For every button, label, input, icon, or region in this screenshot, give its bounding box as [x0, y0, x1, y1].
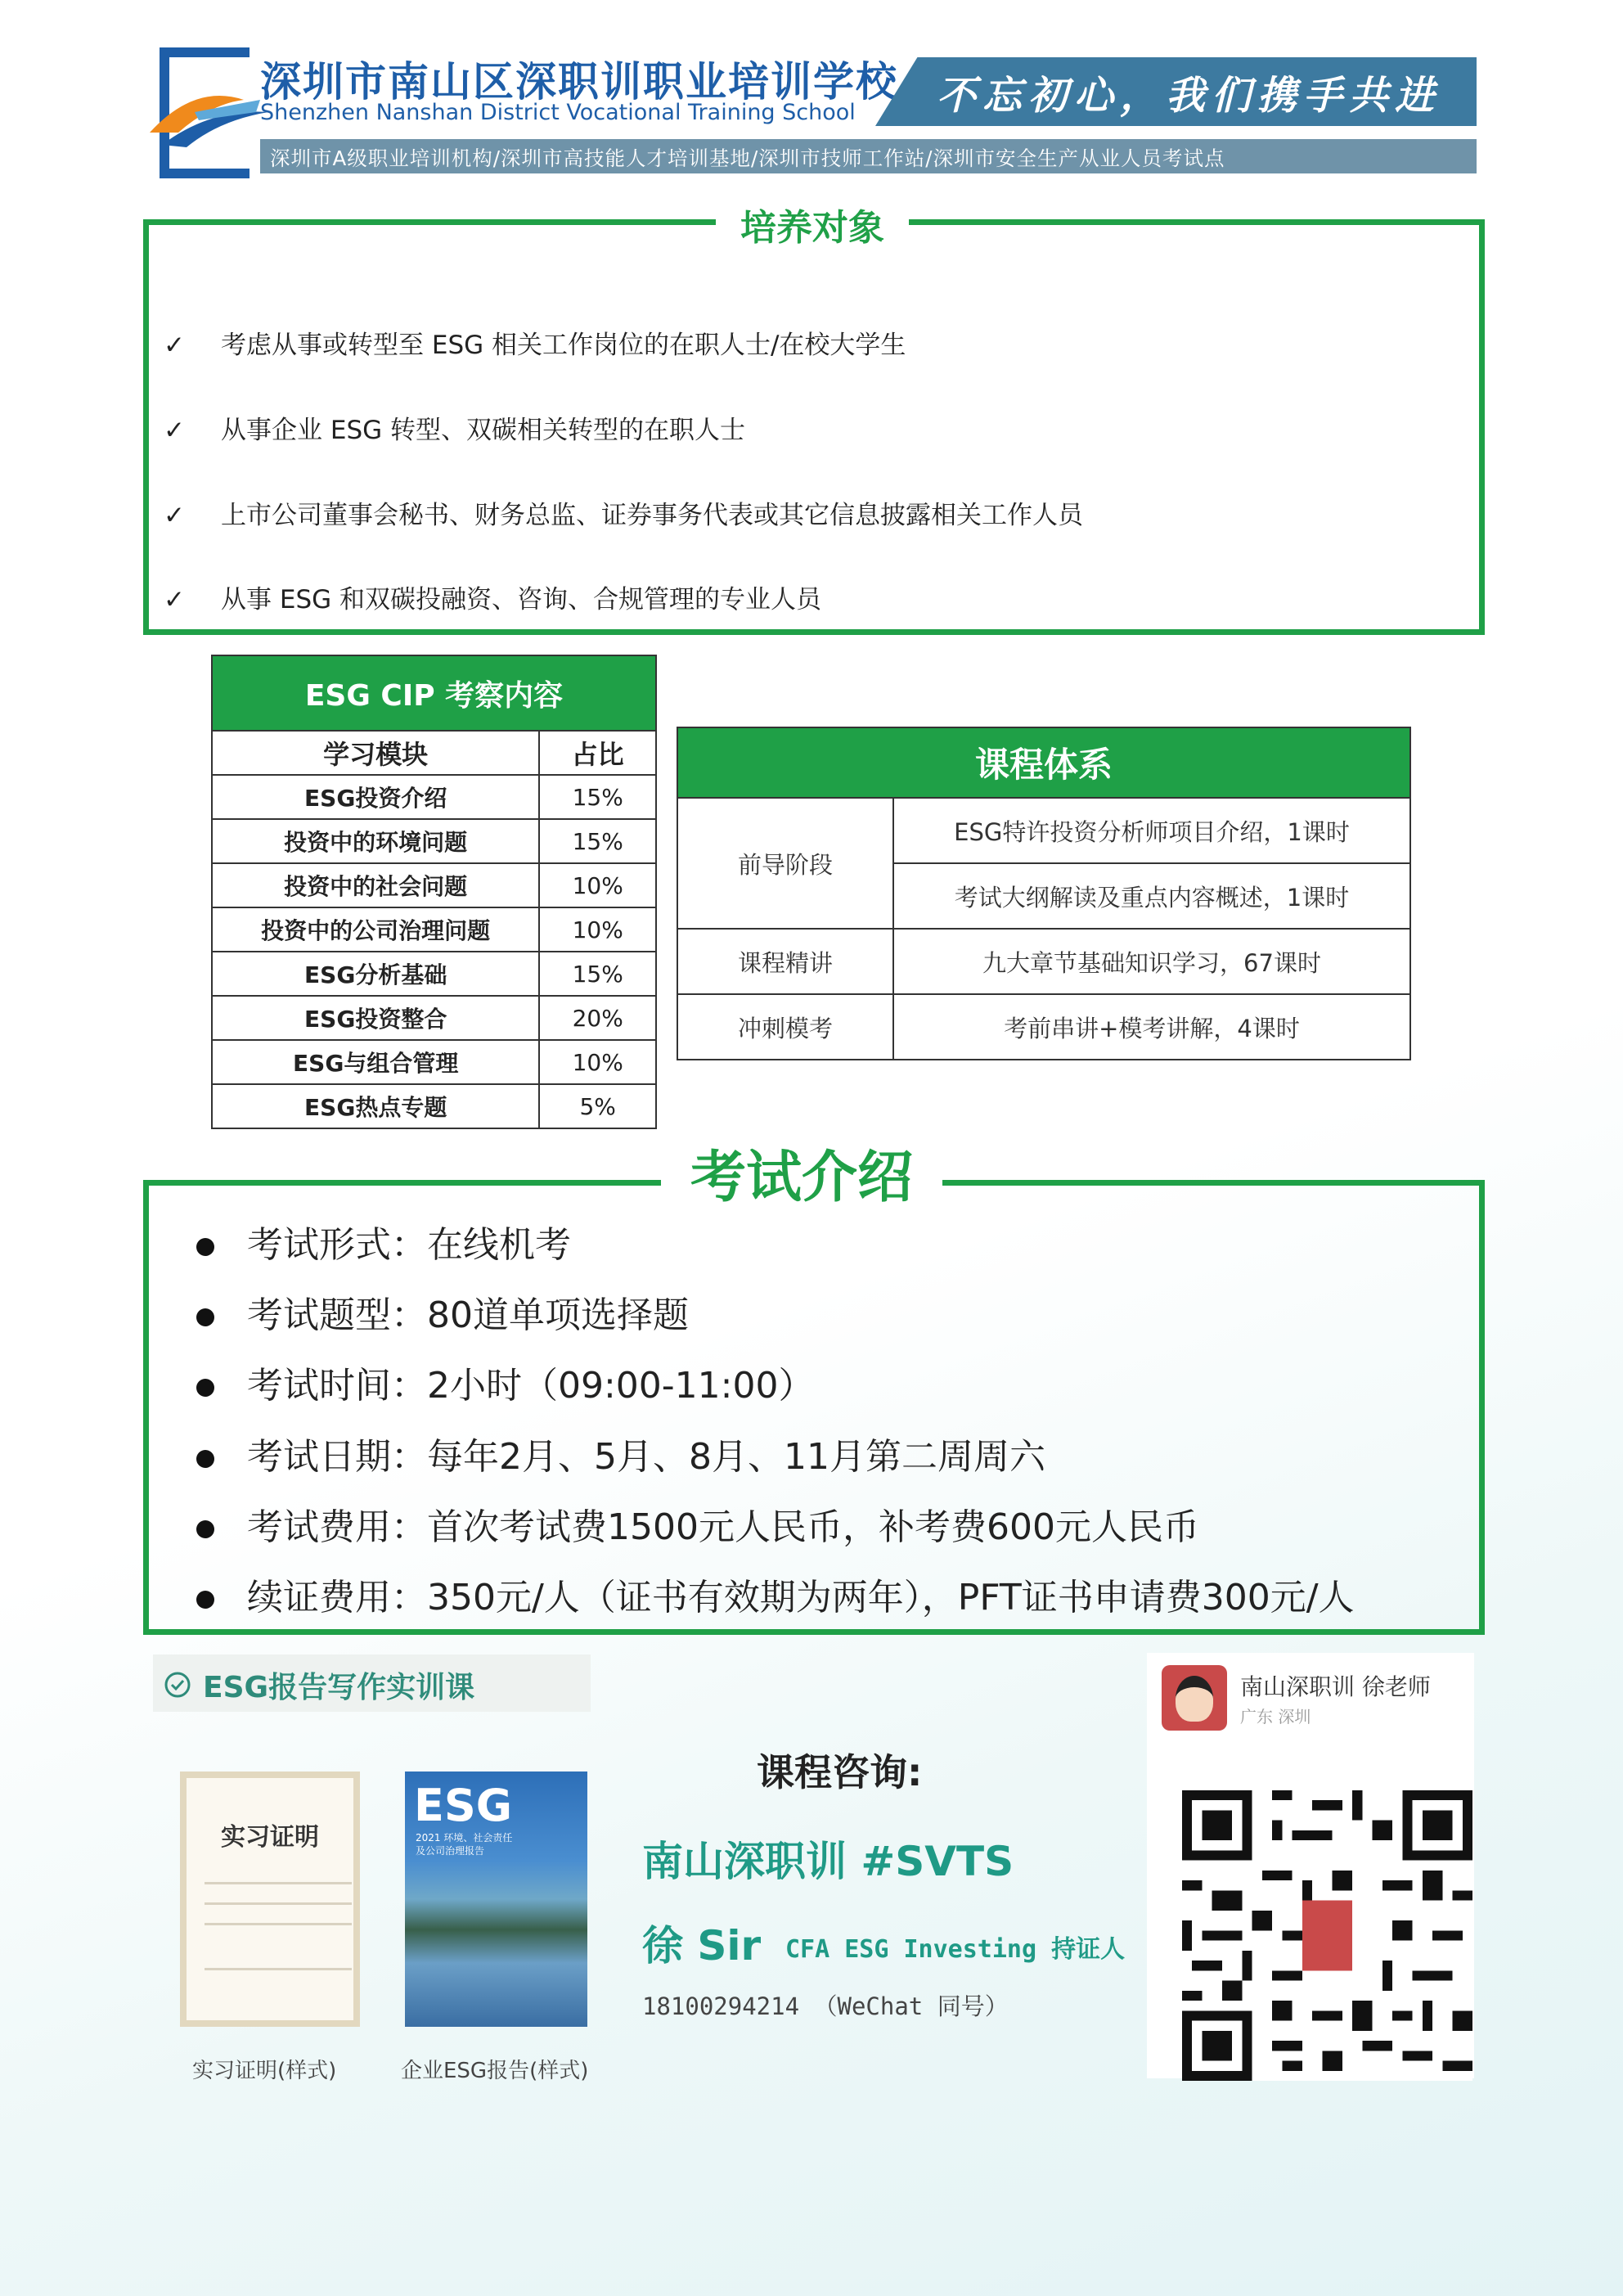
- contact-credential: CFA ESG Investing 持证人: [785, 1935, 1126, 1964]
- exam-intro-item: 考试费用：首次考试费1500元人民币，补考费600元人民币: [196, 1497, 1199, 1550]
- column-header-module: 学习模块: [212, 731, 539, 775]
- table-row: ESG投资整合 20%: [212, 996, 656, 1040]
- training-tag: ESG报告写作实训课: [203, 1671, 475, 1704]
- certificate-title: 实习证明: [221, 1823, 319, 1852]
- exam-intro-item: 续证费用：350元/人（证书有效期为两年），PFT证书申请费300元/人: [196, 1568, 1355, 1620]
- table-row: [677, 929, 1410, 994]
- check-icon: ✓: [164, 416, 185, 445]
- card-location: 广东 深圳: [1240, 1707, 1311, 1727]
- report-cover-subtitle: 2021 环境、社会责任及公司治理报告: [416, 1832, 513, 1857]
- table-row: ESG投资介绍 15%: [212, 775, 656, 819]
- contact-brand: 南山深职训 #SVTS: [642, 1838, 1014, 1885]
- report-caption: 企业ESG报告(样式): [401, 2059, 589, 2083]
- check-circle-icon: [164, 1671, 191, 1699]
- stage-item: 考前串讲+模考讲解，4课时: [893, 994, 1410, 1060]
- stage-label: 前导阶段: [677, 798, 893, 929]
- exam-intro-item: 考试题型：80道单项选择题: [196, 1285, 689, 1338]
- card-name: 南山深职训 徐老师: [1240, 1673, 1431, 1700]
- certificate-line: [205, 1882, 352, 1884]
- contact-phone: 18100294214 （WeChat 同号）: [642, 1992, 1009, 2020]
- consult-heading: 课程咨询:: [757, 1750, 923, 1794]
- bullet-icon: [196, 1450, 214, 1468]
- audience-item: ✓ 从事 ESG 和双碳投融资、咨询、合规管理的专业人员: [164, 585, 821, 615]
- school-logo-icon: [146, 75, 276, 157]
- exam-intro-item: 考试时间：2小时（09:00-11:00）: [196, 1356, 814, 1408]
- bullet-icon: [196, 1379, 214, 1397]
- bullet-icon: [196, 1591, 214, 1609]
- audience-item: ✓ 从事企业 ESG 转型、双碳相关转型的在职人士: [164, 416, 745, 445]
- table-row: 投资中的公司治理问题 10%: [212, 907, 656, 952]
- stage-item: 九大章节基础知识学习，67课时: [893, 929, 1410, 994]
- stage-item: 考试大纲解读及重点内容概述，1课时: [893, 863, 1410, 929]
- exam-intro-title: 考试介绍: [661, 1133, 942, 1213]
- table-row: ESG热点专题 5%: [212, 1084, 656, 1128]
- check-icon: ✓: [164, 501, 185, 530]
- certificate-line: [205, 1923, 352, 1925]
- certificate-caption: 实习证明(样式): [192, 2059, 337, 2083]
- certificate-line: [205, 1968, 352, 1970]
- bullet-icon: [196, 1520, 214, 1538]
- wechat-qr-code[interactable]: [1182, 1790, 1472, 2081]
- stage-label: 课程精讲: [677, 929, 893, 994]
- audience-item: ✓ 考虑从事或转型至 ESG 相关工作岗位的在职人士/在校大学生: [164, 331, 906, 360]
- certificate-sample-image: [180, 1772, 360, 2027]
- certificate-line: [205, 1902, 352, 1905]
- table-row: ESG分析基础 15%: [212, 952, 656, 996]
- table-row: ESG与组合管理 10%: [212, 1040, 656, 1084]
- audience-item: ✓ 上市公司董事会秘书、财务总监、证券事务代表或其它信息披露相关工作人员: [164, 501, 1083, 530]
- school-name-cn: 深圳市南山区深职训职业培训学校: [260, 57, 898, 106]
- bullet-icon: [196, 1238, 214, 1256]
- check-icon: ✓: [164, 331, 185, 360]
- exam-content-title: ESG CIP 考察内容: [212, 655, 656, 731]
- audience-title: 培养对象: [716, 198, 909, 250]
- school-name-en: Shenzhen Nanshan District Vocational Training School: [260, 100, 856, 125]
- exam-intro-item: 考试形式：在线机考: [196, 1215, 571, 1267]
- stage-label: 冲刺模考: [677, 994, 893, 1060]
- accreditation-text: 深圳市A级职业培训机构/深圳市高技能人才培训基地/深圳市技师工作站/深圳市安全生产从业人员考试点: [270, 146, 1225, 170]
- exam-content-table: [211, 655, 657, 1129]
- contact-name: 徐 Sir: [642, 1922, 762, 1970]
- course-system-table: [677, 727, 1411, 1060]
- table-row: [677, 798, 1410, 863]
- check-icon: ✓: [164, 585, 185, 615]
- avatar-face: [1176, 1676, 1213, 1722]
- stage-item: ESG特许投资分析师项目介绍，1课时: [893, 798, 1410, 863]
- slogan-text: 不忘初心，我们携手共进: [937, 73, 1441, 119]
- table-row: 投资中的环境问题 15%: [212, 819, 656, 863]
- table-row: 投资中的社会问题 10%: [212, 863, 656, 907]
- course-system-title: 课程体系: [677, 727, 1410, 798]
- column-header-ratio: 占比: [539, 731, 656, 775]
- exam-intro-item: 考试日期：每年2月、5月、8月、11月第二周周六: [196, 1427, 1045, 1479]
- bullet-icon: [196, 1308, 214, 1326]
- report-cover-title: ESG: [414, 1780, 513, 1831]
- table-row: [677, 994, 1410, 1060]
